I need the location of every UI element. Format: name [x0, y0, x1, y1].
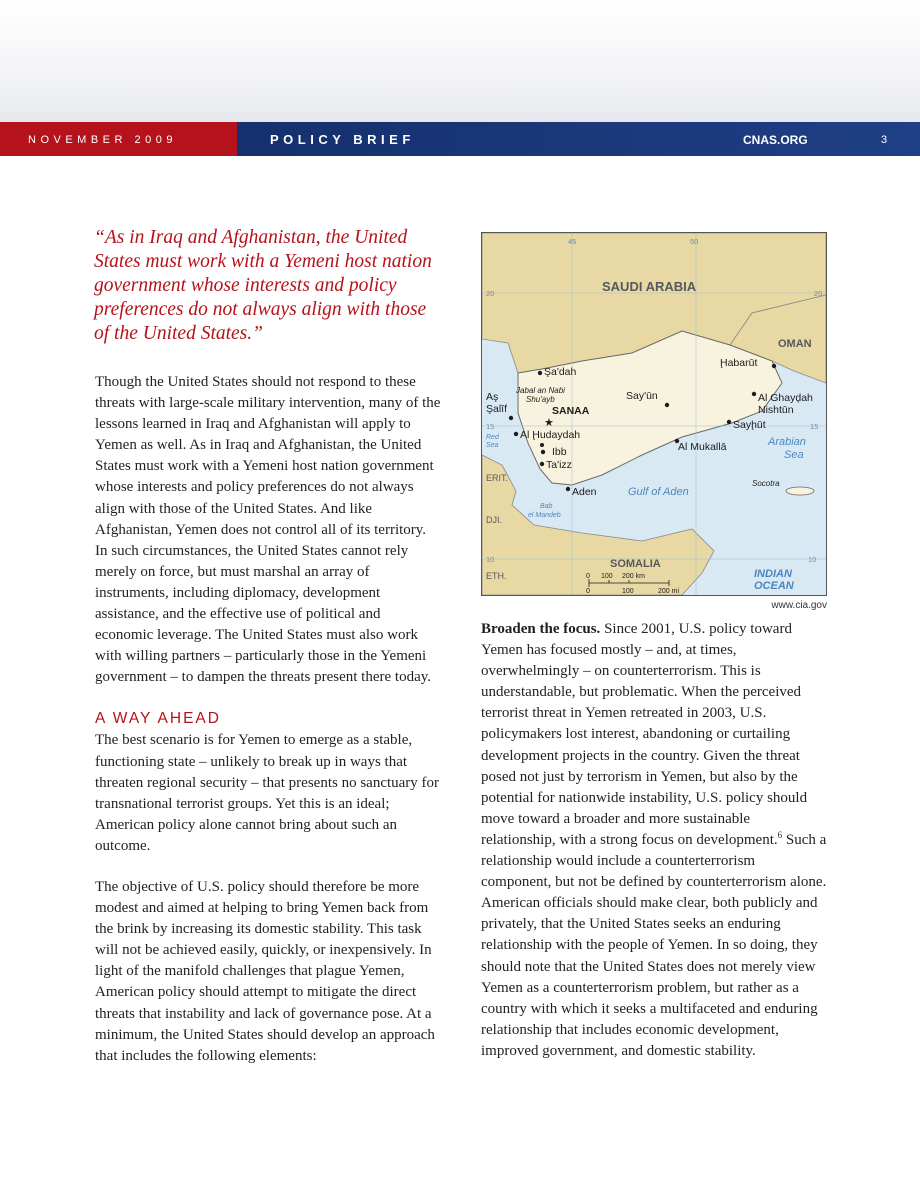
city-dot-ibb — [541, 450, 545, 454]
grid-label-10-right: 10 — [808, 555, 817, 564]
top-background — [0, 0, 920, 122]
label-red-sea-2: Sea — [486, 442, 499, 449]
header-bar — [0, 122, 920, 156]
label-oman: OMAN — [778, 338, 812, 350]
label-sayhut: Sayḩūt — [733, 419, 766, 431]
city-dot-jabal — [540, 443, 544, 447]
right-body-text-1: Since 2001, U.S. policy toward Yemen has focused mostly – and, at times, overwhelmingly – on counterterrorism. This is understandable, but problematic. When the perceived terrorist threat in Yemen retreated in 2003, U.S. policymakers lost interest, abandoning or curtailing development projects in the country. Given the threat posed not just by terrorism in Yemen, but also by the potential for nationwide instability, U.S. policy should move toward a broader and more sustainable relationship, with a strong focus on development. — [481, 621, 808, 848]
scale-km-200: 200 km — [622, 573, 645, 580]
scale-mi-0: 0 — [586, 588, 590, 595]
footnote-ref[interactable]: 6 — [777, 829, 783, 840]
label-djibouti: DJI. — [486, 515, 503, 525]
grid-label-15-right: 15 — [810, 422, 819, 431]
body-paragraph-3: The objective of U.S. policy should therefore be more modest and aimed at helping to bring Yemen back from the brink by increasing its domestic stability. This task will not be achieved easily, quickly, or inexpensively. In light of the manifold challenges that plague Yemen, American policy should attempt to mitigate the direct threats that instability and lack of governance pose. At a minimum, the United States should develop an approach that includes the following elements: — [95, 878, 435, 1064]
label-as: Aş — [486, 391, 499, 403]
city-dot-sayhut — [727, 420, 731, 424]
scale-km-100: 100 — [601, 573, 613, 580]
label-gulf-of-aden: Gulf of Aden — [628, 486, 689, 498]
page-number: 3 — [881, 134, 888, 146]
header-site-link[interactable]: CNAS.ORG — [743, 133, 808, 147]
label-eritrea: ERIT. — [486, 473, 509, 483]
grid-label-20: 20 — [486, 289, 495, 298]
label-habarut: Ḩabarūt — [720, 357, 758, 369]
header-date: NOVEMBER 2009 — [28, 134, 177, 146]
label-mukalla: Al Mukallā — [678, 441, 727, 453]
label-ethiopia: ETH. — [486, 571, 507, 581]
capital-star-icon: ★ — [544, 417, 554, 429]
label-bab-1: Bab — [540, 503, 553, 510]
label-somalia: SOMALIA — [610, 558, 661, 570]
city-dot-habarut — [772, 364, 776, 368]
grid-label-45: 45 — [568, 237, 577, 246]
label-bab-2: el Mandeb — [528, 512, 561, 519]
label-salif: Şalīf — [486, 403, 508, 415]
label-red-sea-1: Red — [486, 434, 499, 441]
grid-label-50: 50 — [690, 237, 699, 246]
city-dot-salif — [509, 416, 513, 420]
pull-quote: “As in Iraq and Afghanistan, the United States must work with a Yemeni host nation government whose interests and policy preferences do not always align with those of the United States.” — [94, 227, 432, 344]
label-nishtun: Nishtūn — [758, 404, 794, 416]
right-body-text-2: Such a relationship would include a counterterrorism component, but not be defined by counterterrorism alone. American officials should make clear, both publicly and privately, that the United States seeks an enduring relationship with the people of Yemen. In so doing, they should note that the United States does not merely view Yemen as a counterterrorism problem, but rather as a country with which it seeks a multifaceted and enduring relationship that includes economic development, improved government, and domestic stability. — [481, 831, 827, 1059]
city-dot-sadah — [538, 371, 542, 375]
label-ghaydah: Al Ghayḑah — [758, 392, 813, 404]
map-credit: www.cia.gov — [771, 600, 827, 611]
city-dot-aden — [566, 487, 570, 491]
label-jabal: Jabal an Nabi — [516, 386, 565, 395]
run-in-heading: Broaden the focus. — [481, 621, 601, 637]
label-saudi-arabia: SAUDI ARABIA — [602, 279, 697, 294]
city-dot-ghaydah — [752, 392, 756, 396]
header-title: POLICY BRIEF — [270, 132, 415, 147]
label-shuayb: Shu'ayb — [526, 395, 555, 404]
label-indian-ocean-2: OCEAN — [754, 580, 794, 592]
city-dot-sayun — [665, 403, 669, 407]
scale-mi-200: 200 mi — [658, 588, 680, 595]
body-paragraph-2: The best scenario is for Yemen to emerge as a stable, functioning state – unlikely to break up in ways that threaten regional security – that presents no sanctuary for transnational terrorist groups. Yet this is an ideal; American policy alone cannot bring about such an outcome. — [95, 732, 440, 854]
label-ibb: Ibb — [552, 446, 567, 458]
grid-label-20-right: 20 — [814, 289, 823, 298]
section-heading: A WAY AHEAD — [95, 710, 221, 728]
grid-label-10: 10 — [486, 555, 495, 564]
scale-km-0: 0 — [586, 573, 590, 580]
label-sayun: Say'ūn — [626, 390, 658, 402]
label-indian-ocean-1: INDIAN — [754, 568, 792, 580]
scale-mi-100: 100 — [622, 588, 634, 595]
label-aden: Aden — [572, 486, 597, 498]
socotra-island — [786, 487, 814, 495]
right-column — [481, 232, 827, 1082]
yemen-map — [481, 232, 827, 596]
label-taizz: Ta'izz — [546, 459, 572, 471]
left-column — [95, 226, 441, 1087]
right-body-paragraph — [481, 619, 827, 1062]
label-socotra: Socotra — [752, 479, 780, 488]
label-arabian-sea-2: Sea — [784, 449, 804, 461]
label-sanaa: SANAA — [552, 405, 590, 417]
city-dot-taizz — [540, 462, 544, 466]
label-sadah: Şa'dah — [544, 366, 577, 378]
city-dot-hudaydah — [514, 432, 518, 436]
grid-label-15: 15 — [486, 422, 495, 431]
body-paragraph-1: Though the United States should not respond to these threats with large-scale military intervention, many of the lessons learned in Iraq and Afghanistan will apply to Yemen as well. As in Iraq and Afghanistan, the United States must work with a Yemeni host nation government whose interests and policy preferences do not always align with those of the United States. And like Afghanistan, Yemen does not control all of its territory. In such circumstances, the United States cannot rely merely on force, but must marshal an array of instruments, including diplomacy, development assistance, and the effective use of political and economic leverage. The United States must also work with willing partners – particularly those in the Yemeni government – to dampen the threats present there today. — [95, 374, 441, 686]
label-hudaydah: Al Ḩudaydah — [520, 429, 581, 441]
label-arabian-sea-1: Arabian — [768, 436, 806, 448]
